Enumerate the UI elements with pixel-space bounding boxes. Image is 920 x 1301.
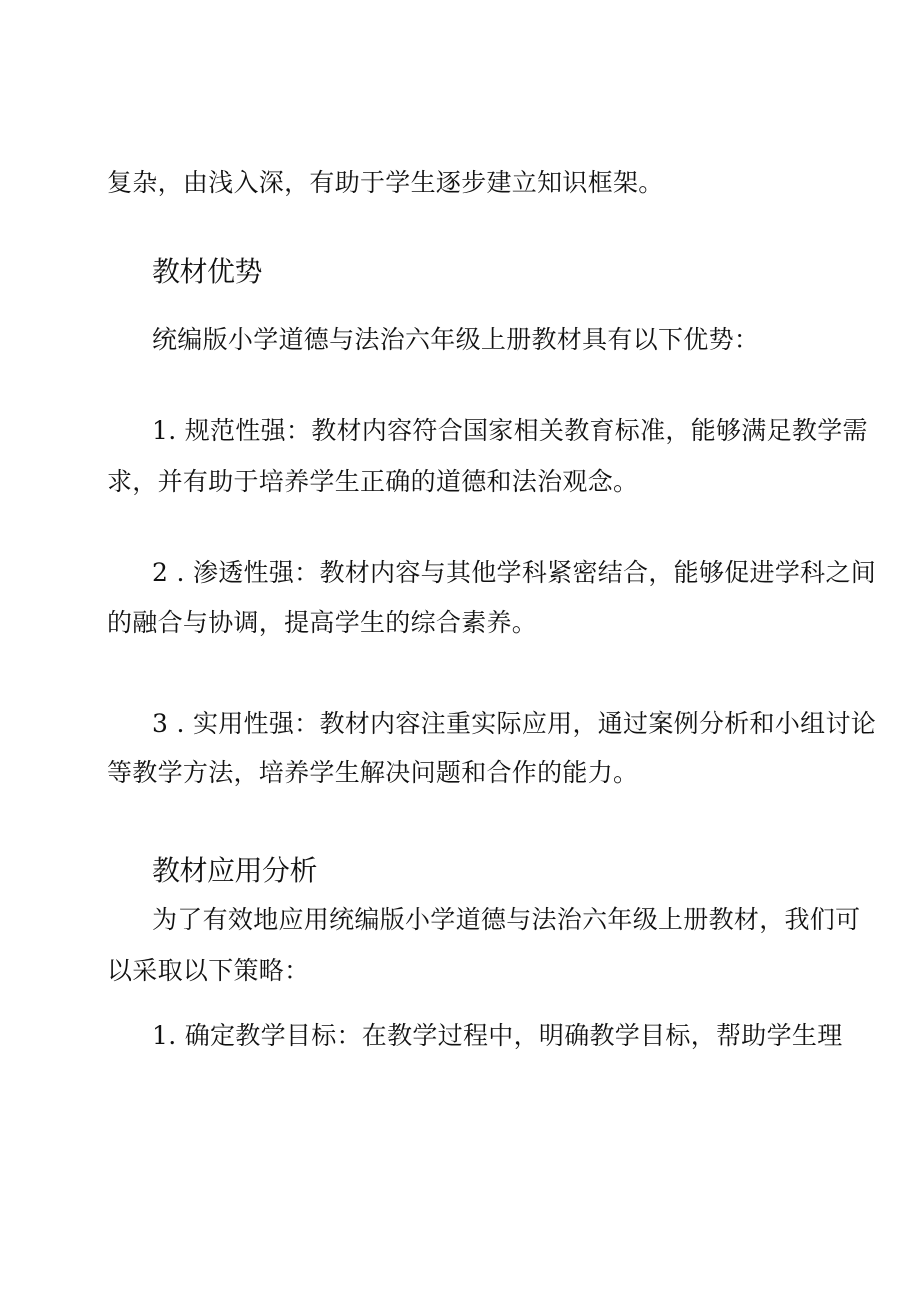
heading-advantages: 教材优势 — [152, 255, 263, 288]
advantage-item-3-line-1: 3 . 实用性强：教材内容注重实际应用，通过案例分析和小组讨论 — [152, 709, 877, 738]
advantage-item-2-line-1: 2 . 渗透性强：教材内容与其他学科紧密结合，能够促进学科之间 — [152, 558, 877, 587]
heading-application: 教材应用分析 — [152, 854, 318, 887]
application-intro-line-1: 为了有效地应用统编版小学道德与法治六年级上册教材，我们可 — [152, 905, 861, 934]
application-item-1-line-1: 1. 确定教学目标：在教学过程中，明确教学目标，帮助学生理 — [152, 1021, 843, 1050]
advantage-item-1-line-2: 求，并有助于培养学生正确的道德和法治观念。 — [107, 467, 639, 496]
advantage-item-2-line-2: 的融合与协调，提高学生的综合素养。 — [107, 608, 538, 637]
advantage-item-3-line-2: 等教学方法，培养学生解决问题和合作的能力。 — [107, 758, 639, 787]
advantage-item-1-line-1: 1. 规范性强：教材内容符合国家相关教育标准，能够满足教学需 — [152, 416, 868, 445]
advantages-intro: 统编版小学道德与法治六年级上册教材具有以下优势： — [152, 325, 760, 354]
continuation-text: 复杂，由浅入深，有助于学生逐步建立知识框架。 — [107, 168, 664, 197]
application-intro-line-2: 以采取以下策略： — [107, 956, 310, 985]
